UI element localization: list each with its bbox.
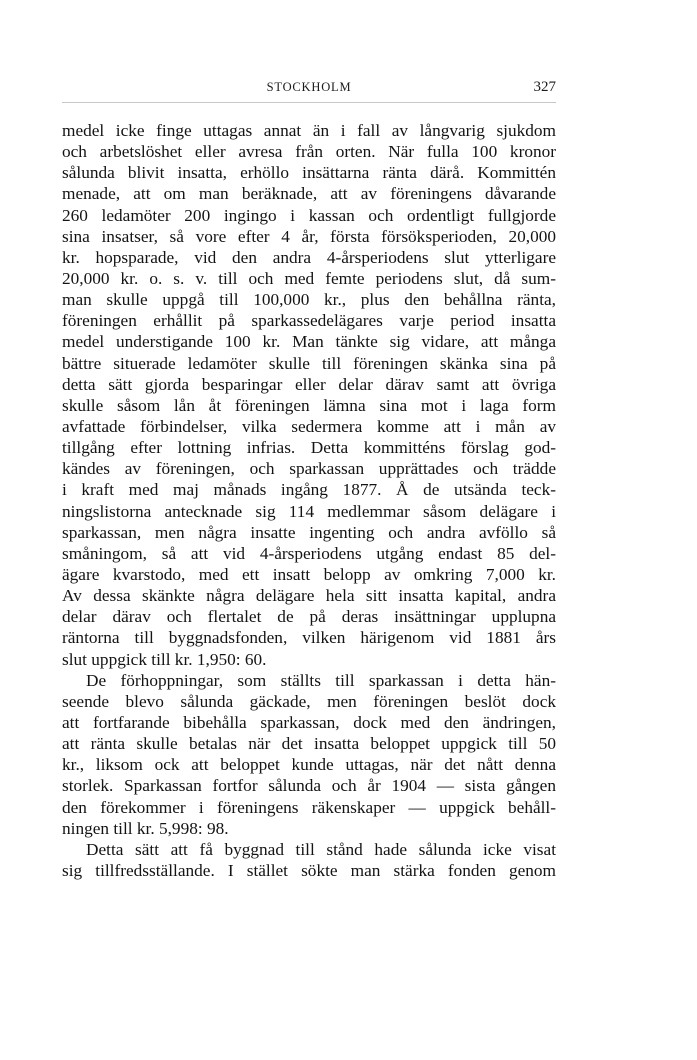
text-line: bättre situerade ledamöter skulle till föreningen skänka sina på: [62, 353, 556, 373]
text-line: man skulle uppgå till 100,000 kr., plus den behållna ränta,: [62, 290, 556, 310]
text-line: storlek. Sparkassan fortfor sålunda och år 1904 — sista gången: [62, 776, 556, 796]
text-line: föreningen erhållit på sparkassedelägares varje period insatta: [62, 311, 556, 331]
text-line: kr. hopsparade, vid den andra 4-årsperiodens slut ytterligare: [62, 247, 556, 267]
text-line: detta sätt gjorda besparingar eller delar därav samt att övriga: [62, 374, 556, 394]
text-line: småningom, så att vid 4-årsperiodens utgång endast 85 del-: [62, 543, 556, 563]
text-line: avfattade förbindelser, vilka sedermera komme att i mån av: [62, 416, 556, 436]
text-line: De förhoppningar, som ställts till sparkassan i detta hän-: [86, 670, 556, 690]
running-head: [62, 80, 556, 103]
text-line: sålunda blivit insatta, erhöllo insättarna ränta därå. Kommittén: [62, 163, 556, 183]
text-line: ägare kvarstodo, med ett insatt belopp av omkring 7,000 kr.: [62, 564, 556, 584]
text-line: att fortfarande bibehålla sparkassan, dock med den ändringen,: [62, 712, 556, 732]
text-line: den förekommer i föreningens räkenskaper — uppgick behåll-: [62, 797, 556, 817]
running-head-title: STOCKHOLM: [266, 80, 352, 94]
text-line: medel understigande 100 kr. Man tänkte sig vidare, att många: [62, 332, 556, 352]
text-line: skulle såsom lån åt föreningen lämna sina mot i laga form: [62, 395, 556, 415]
text-line: sina insatser, så vore efter 4 år, första försöksperioden, 20,000: [62, 226, 556, 246]
text-line: att ränta skulle betalas när det insatta beloppet uppgick till 50: [62, 734, 556, 754]
text-line: Av dessa skänkte några delägare hela sitt insatta kapital, andra: [62, 586, 556, 606]
text-line: kändes av föreningen, och sparkassan upprättades och trädde: [62, 459, 556, 479]
text-line: 20,000 kr. o. s. v. till och med femte periodens slut, då sum-: [62, 268, 556, 288]
text-line: 260 ledamöter 200 ingingo i kassan och ordentligt fullgjorde: [62, 205, 556, 225]
text-line: ningen till kr. 5,998: 98.: [62, 818, 229, 838]
page-number: 327: [533, 79, 556, 95]
text-line: medel icke finge uttagas annat än i fall av långvarig sjukdom: [62, 121, 556, 140]
text-line: kr., liksom ock att beloppet kunde uttagas, när det nått denna: [62, 755, 556, 775]
text-line: ningslistorna antecknade sig 114 medlemmar såsom delägare i: [62, 501, 556, 521]
text-line: sparkassan, men några insatte ingenting och andra avföllo så: [62, 522, 556, 542]
text-line: och arbetslöshet eller avresa från orten. När fulla 100 kronor: [62, 142, 556, 162]
text-line: seende blevo sålunda gäckade, men föreningen beslöt dock: [62, 691, 556, 711]
text-line: tillgång efter lottning infrias. Detta kommitténs förslag god-: [62, 438, 556, 458]
text-line: slut uppgick till kr. 1,950: 60.: [62, 649, 267, 669]
body-text: [62, 120, 556, 881]
text-line: i kraft med maj månads ingång 1877. Å de utsända teck-: [62, 480, 556, 500]
text-line: räntorna till byggnadsfonden, vilken härigenom vid 1881 års: [62, 628, 556, 648]
text-line: Detta sätt att få byggnad till stånd hade sålunda icke visat: [86, 839, 556, 859]
text-line: sig tillfredsställande. I stället sökte man stärka fonden genom: [62, 860, 556, 880]
text-line: menade, att om man beräknade, att av föreningens dåvarande: [62, 184, 556, 204]
text-line: delar därav och flertalet de på deras insättningar upplupna: [62, 607, 556, 627]
